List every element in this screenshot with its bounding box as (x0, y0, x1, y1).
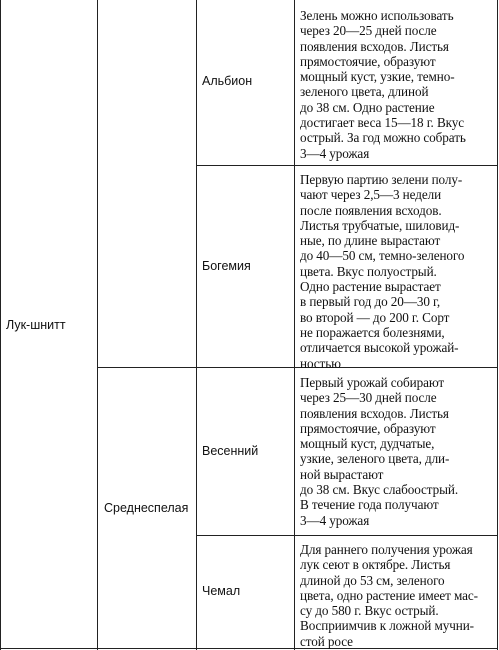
variety-description: Зелень можно использовать через 20—25 дней после появления всходов. Листья прямостоячие, образуют мощный куст, узкие, темно- зеленого цвета, длиной до 38 см. Одно растение достигает веса 15—18 г. Вкус острый. За год можно собрать 3—4 урожая (300, 8, 466, 161)
row-divider-3 (196, 535, 498, 536)
table-border-right (497, 0, 498, 650)
variety-name: Альбион (202, 74, 253, 88)
table-divider-crop (97, 0, 98, 650)
row-divider-1 (196, 165, 498, 166)
variety-name: Богемия (202, 259, 251, 273)
ripeness-group-label: Среднеспелая (104, 501, 189, 515)
variety-description: Для раннего получения урожая лук сеют в октябре. Листья длиной до 53 см, зеленого цвета, одно растение имеет мас- су до 580 г. Вкус острый. Восприимчив к ложной мучни- стой росе (300, 542, 478, 649)
variety-description: Первый урожай собирают через 25—30 дней после появления всходов. Листья прямостоячие, образуют мощный куст, дудчатые, узкие, зеленого цвета, дли- ной вырастают до 38 см. Вкус слабоострый. В течение года получают 3—4 урожая (300, 375, 459, 528)
crop-name: Лук-шнитт (6, 318, 66, 332)
table-divider-ripeness (196, 0, 197, 650)
table-border-left (0, 0, 1, 650)
table-divider-variety (294, 0, 295, 650)
variety-name: Чемал (202, 584, 241, 598)
variety-description: Первую партию зелени полу- чают через 2,5—3 недели после появления всходов. Листья трубчатые, шиловид- ные, по длине вырастают до 40—50 см, темно-зеленого цвета. Вкус полуострый. Одно растение вырастает в первый год до 20—30 г, во второй — до 200 г. Сорт не поражается болезнями, отличается высокой урожай- ностью (300, 172, 465, 371)
variety-name: Весенний (202, 444, 259, 458)
